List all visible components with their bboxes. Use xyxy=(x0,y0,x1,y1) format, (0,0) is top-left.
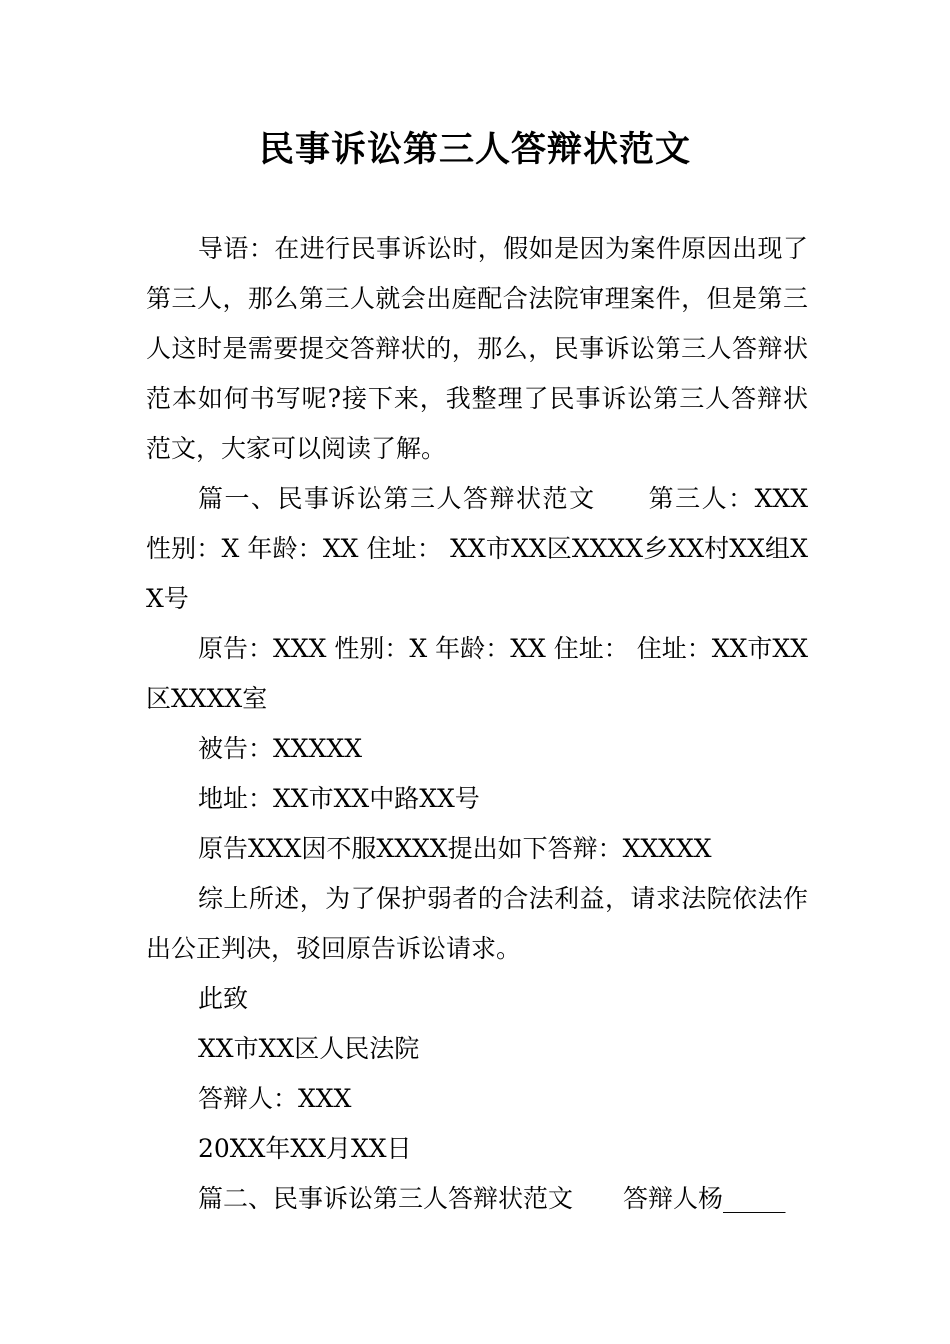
paragraph-defendant: 被告：XXXXX xyxy=(198,734,362,763)
paragraph-conclusion: 综上所述，为了保护弱者的合法利益，请求法院依法作出公正判决，驳回原告诉讼请求。 xyxy=(146,884,808,963)
document-body xyxy=(146,224,808,1224)
paragraph-date: 20XX年XX月XX日 xyxy=(198,1134,412,1163)
paragraph-sample2-heading: 篇二、民事诉讼第三人答辩状范文 答辩人杨_____ xyxy=(198,1184,786,1213)
document-title: 民事诉讼第三人答辩状范文 xyxy=(258,130,691,170)
paragraph-respondent: 答辩人：XXX xyxy=(198,1084,352,1113)
paragraph-plaintiff: 原告：XXX 性别：X 年龄：XX 住址： 住址：XX市XX区XXXX室 xyxy=(146,634,808,713)
paragraph-court: XX市XX区人民法院 xyxy=(198,1034,420,1063)
paragraph-defense: 原告XXX因不服XXXX提出如下答辩：XXXXX xyxy=(198,834,712,863)
paragraph-intro: 导语：在进行民事诉讼时，假如是因为案件原因出现了第三人，那么第三人就会出庭配合法院审理案件，但是第三人这时是需要提交答辩状的，那么，民事诉讼第三人答辩状范本如何书写呢?接下来，我整理了民事诉讼第三人答辩状范文，大家可以阅读了解。 xyxy=(146,234,808,463)
paragraph-salutation: 此致 xyxy=(198,984,249,1013)
paragraph-address: 地址：XX市XX中路XX号 xyxy=(198,784,480,813)
paragraph-sample1-third-party: 篇一、民事诉讼第三人答辩状范文 第三人：XXX 性别：X 年龄：XX 住址： XX市XX区XXXX乡XX村XX组XX号 xyxy=(146,484,808,613)
